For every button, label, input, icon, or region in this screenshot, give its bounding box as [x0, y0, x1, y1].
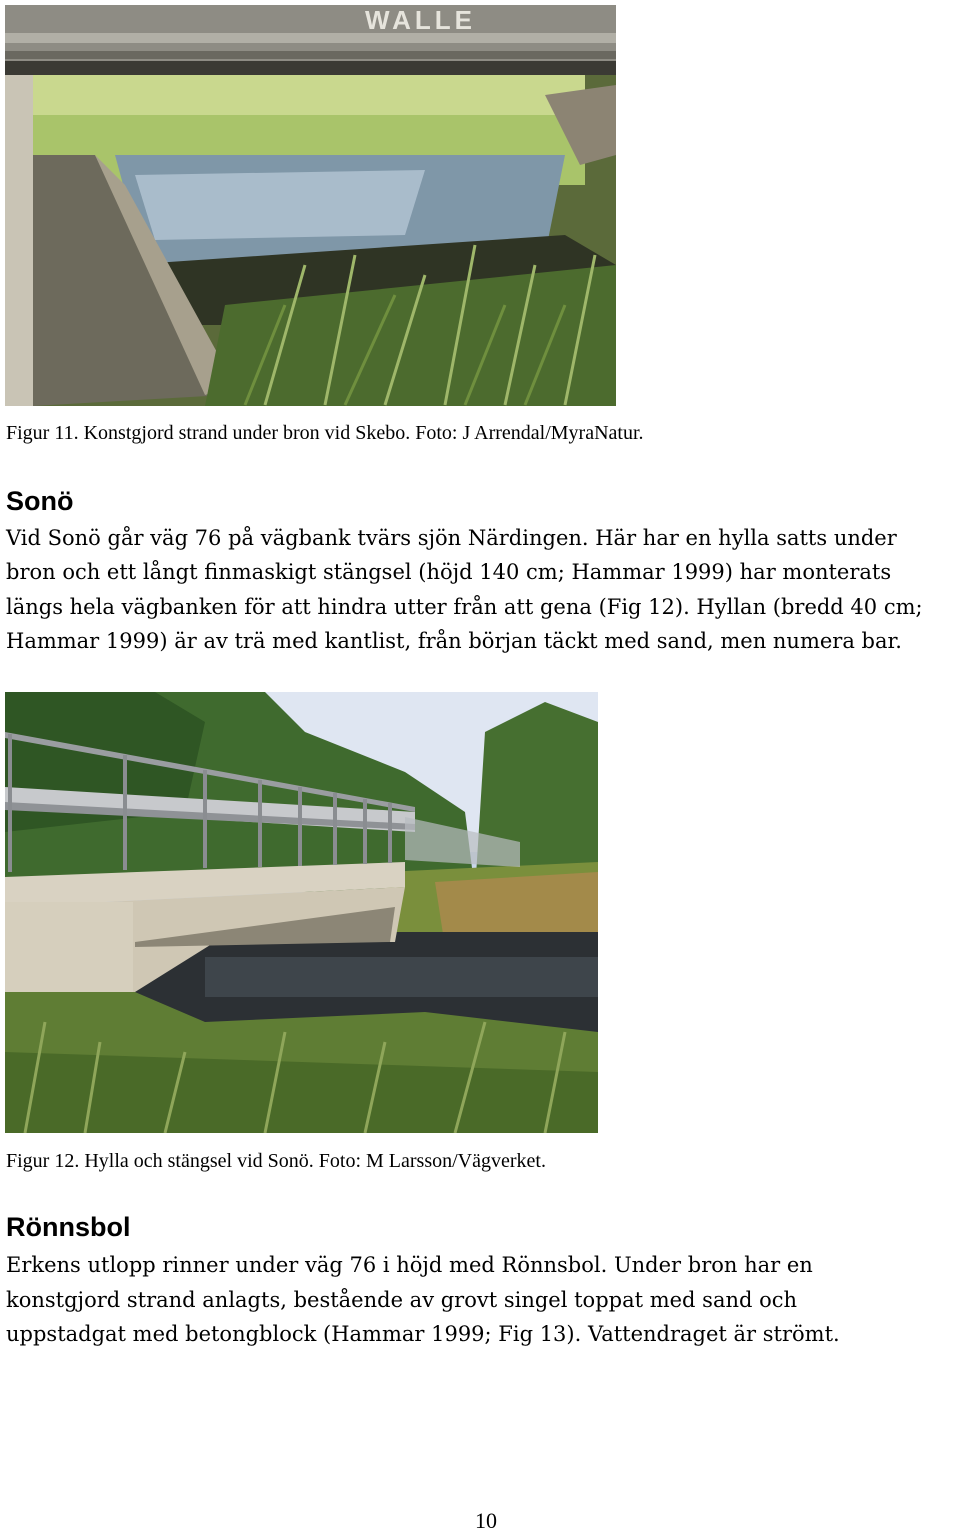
paragraph-line: längs hela vägbanken för att hindra utter från att gena (Fig 12). Hyllan (bredd 40 cm;	[6, 595, 923, 619]
figure-12-caption: Figur 12. Hylla och stängsel vid Sonö. Foto: M Larsson/Vägverket.	[6, 1150, 546, 1172]
paragraph-line: Vid Sonö går väg 76 på vägbank tvärs sjön Närdingen. Här har en hylla satts under	[6, 526, 897, 550]
paragraph-line: bron och ett långt finmaskigt stängsel (höjd 140 cm; Hammar 1999) har monterats	[6, 560, 892, 584]
paragraph-line: Erkens utlopp rinner under väg 76 i höjd med Rönnsbol. Under bron har en	[6, 1253, 813, 1277]
paragraph-line: uppstadgat med betongblock (Hammar 1999; Fig 13). Vattendraget är strömt.	[6, 1322, 840, 1346]
section-heading-sono: Sonö	[6, 486, 74, 516]
figure-11-photo	[5, 5, 616, 406]
figure-12-photo	[5, 692, 598, 1133]
section-heading-ronnsbol: Rönnsbol	[6, 1212, 131, 1242]
paragraph-line: Hammar 1999) är av trä med kantlist, från början täckt med sand, men numera bar.	[6, 629, 902, 653]
paragraph-line: konstgjord strand anlagts, bestående av grovt singel toppat med sand och	[6, 1288, 798, 1312]
graffiti-text: WALLE	[365, 5, 476, 35]
figure-11-caption: Figur 11. Konstgjord strand under bron vid Skebo. Foto: J Arrendal/MyraNatur.	[6, 422, 644, 444]
page-number: 10	[475, 1508, 497, 1533]
